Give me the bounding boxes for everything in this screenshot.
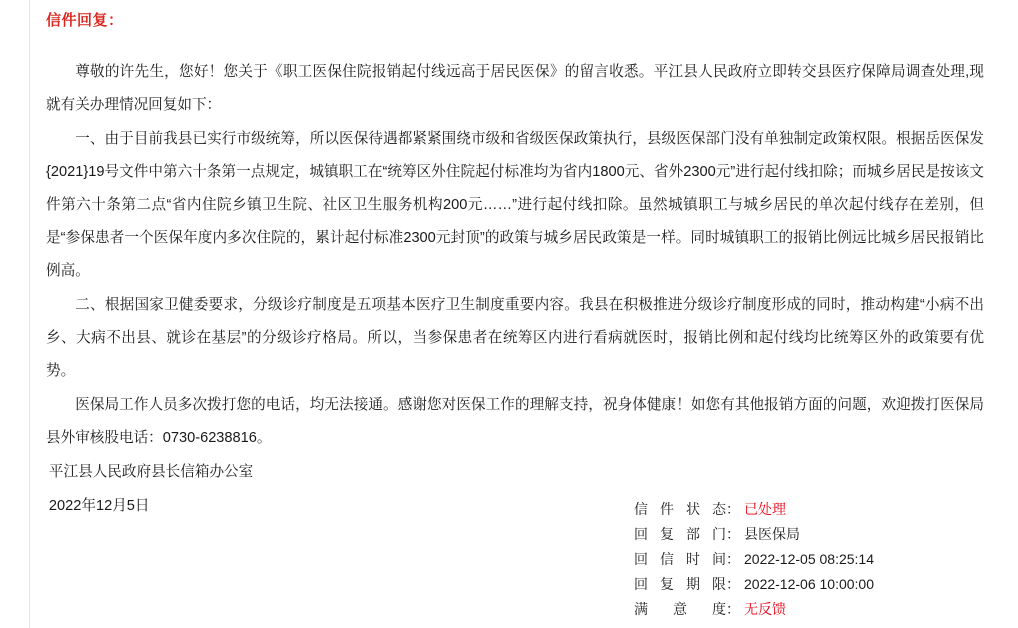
reply-body <box>46 56 984 523</box>
meta-value-deadline: 2022-12-06 10:00:00 <box>744 576 874 592</box>
paragraph-closing: 医保局工作人员多次拨打您的电话，均无法接通。感谢您对医保工作的理解支持，祝身体健康！如您有其他报销方面的问题，欢迎拨打医保局县外审核股电话：0730-6238816。 <box>46 397 984 446</box>
meta-row-status <box>634 497 994 522</box>
meta-separator-reply-time: ： <box>726 551 740 567</box>
meta-value-reply-time: 2022-12-05 08:25:14 <box>744 551 874 567</box>
meta-value-department: 县医保局 <box>744 526 800 542</box>
meta-separator-status: ： <box>726 501 740 517</box>
meta-label-reply-time: 回信时间 <box>634 551 726 567</box>
meta-label-satisfaction: 满意度 <box>634 601 726 617</box>
signature-organization: 平江县人民政府县长信箱办公室 <box>48 464 254 480</box>
meta-label-deadline: 回复期限 <box>634 576 726 592</box>
meta-separator-department: ： <box>726 526 740 542</box>
paragraph-point-two: 二、根据国家卫健委要求，分级诊疗制度是五项基本医疗卫生制度重要内容。我县在积极推进分级诊疗制度形成的同时，推动构建“小病不出乡、大病不出县、就诊在基层”的分级诊疗格局。所以，当参保患者在统筹区内进行看病就医时，报销比例和起付线均比统筹区外的政策要有优势。 <box>46 297 984 379</box>
page-left-rule <box>29 0 30 628</box>
meta-label-department: 回复部门 <box>634 526 726 542</box>
meta-separator-satisfaction: ： <box>726 601 740 617</box>
satisfaction-badge: 无反馈 <box>744 601 786 617</box>
signature-date: 2022年12月5日 <box>48 498 150 514</box>
paragraph-point-one: 一、由于目前我县已实行市级统筹，所以医保待遇都紧紧围绕市级和省级医保政策执行，县级医保部门没有单独制定政策权限。根据岳医保发{2021}19号文件中第六十条第一点规定，城镇职工在“统筹区外住院起付标准均为省内1800元、省外2300元”进行起付线扣除；而城乡居民是按该文件第六十条第二点“省内住院乡镇卫生院、社区卫生服务机构200元……”进行起付线扣除。虽然城镇职工与城乡居民的单次起付线存在差别，但是“参保患者一个医保年度内多次住院的，累计起付标准2300元封顶”的政策与城乡居民政策是一样。同时城镇职工的报销比例远比城乡居民报销比例高。 <box>46 131 984 279</box>
meta-label-status: 信件状态 <box>634 501 726 517</box>
status-badge: 已处理 <box>744 501 786 517</box>
meta-row-satisfaction <box>634 597 994 622</box>
meta-row-deadline <box>634 572 994 597</box>
reply-title: 信件回复： <box>46 12 124 29</box>
meta-row-reply-time <box>634 547 994 572</box>
meta-row-department <box>634 522 994 547</box>
paragraph-greeting: 尊敬的许先生，您好！您关于《职工医保住院报销起付线远高于居民医保》的留言收悉。平江县人民政府立即转交县医疗保障局调查处理,现就有关办理情况回复如下： <box>46 64 984 113</box>
document-content <box>46 0 984 524</box>
letter-meta-panel <box>634 497 994 622</box>
meta-separator-deadline: ： <box>726 576 740 592</box>
